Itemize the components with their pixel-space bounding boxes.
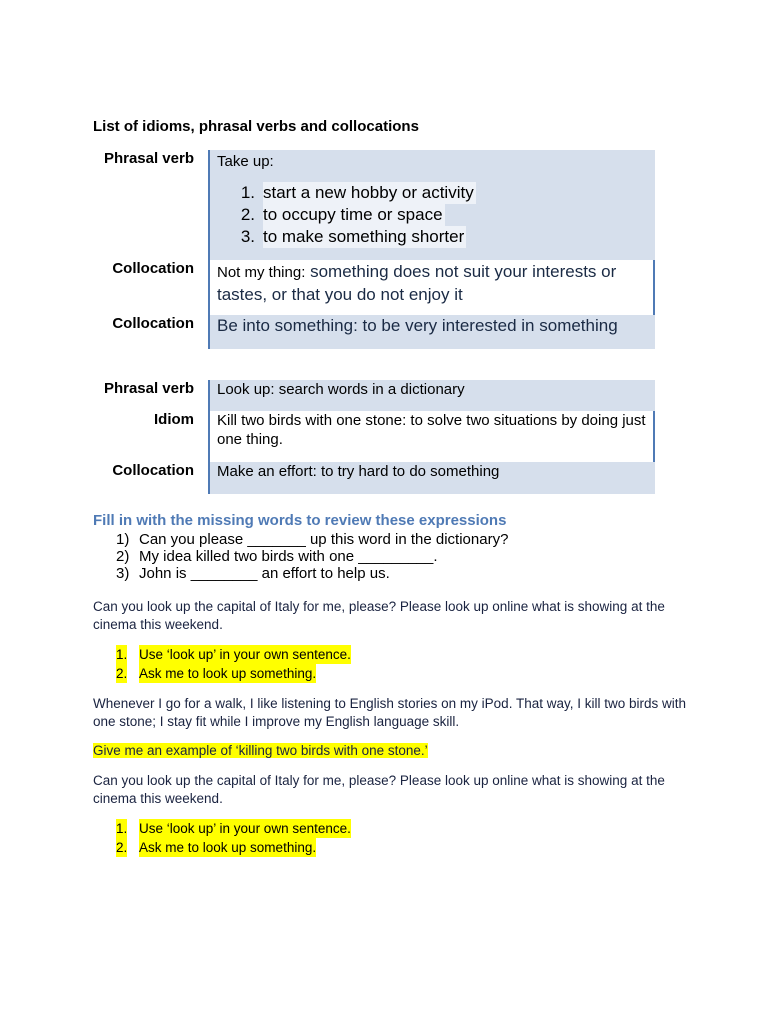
row-label-collocation: Collocation — [112, 315, 194, 332]
table1-row2-cell — [208, 260, 655, 315]
exercise-heading: Fill in with the missing words to review these expressions — [93, 512, 507, 529]
paragraph: Can you look up the capital of Italy for me, please? Please look up online what is showing at the cinema this weekend. — [93, 773, 665, 806]
table2-row1-cell — [208, 380, 655, 411]
collocation-definition: Make an effort: to try hard to do something — [217, 463, 500, 480]
highlighted-prompt: Give me an example of ‘killing two birds with one stone.’ — [93, 743, 428, 758]
row-label-phrasal-verb: Phrasal verb — [103, 150, 194, 167]
row-label-collocation: Collocation — [112, 260, 194, 277]
table2-row2-cell — [208, 411, 655, 462]
phrasal-verb-definition: Look up: search words in a dictionary — [217, 381, 465, 398]
row-label-phrasal-verb: Phrasal verb — [103, 380, 194, 397]
row-label-collocation: Collocation — [112, 462, 194, 479]
page-title: List of idioms, phrasal verbs and collocations — [93, 118, 419, 135]
table1-row3-cell — [208, 315, 655, 349]
paragraph: Can you look up the capital of Italy for me, please? Please look up online what is showing at the cinema this weekend. — [93, 599, 665, 632]
collocation-definition: Be into something: to be very interested in something — [217, 316, 618, 335]
collocation-definition: Not my thing: something does not suit your interests or tastes, or that you do not enjoy it — [217, 262, 617, 304]
row-label-idiom: Idiom — [154, 411, 194, 428]
phrasal-verb-head: Take up: — [217, 153, 274, 170]
idiom-definition: Kill two birds with one stone: to solve two situations by doing just one thing. — [217, 412, 646, 448]
table2-row3-cell — [208, 462, 655, 494]
paragraph: Whenever I go for a walk, I like listening to English stories on my iPod. That way, I kill two birds with one stone; I stay fit while I improve my English language skill. — [93, 696, 686, 729]
